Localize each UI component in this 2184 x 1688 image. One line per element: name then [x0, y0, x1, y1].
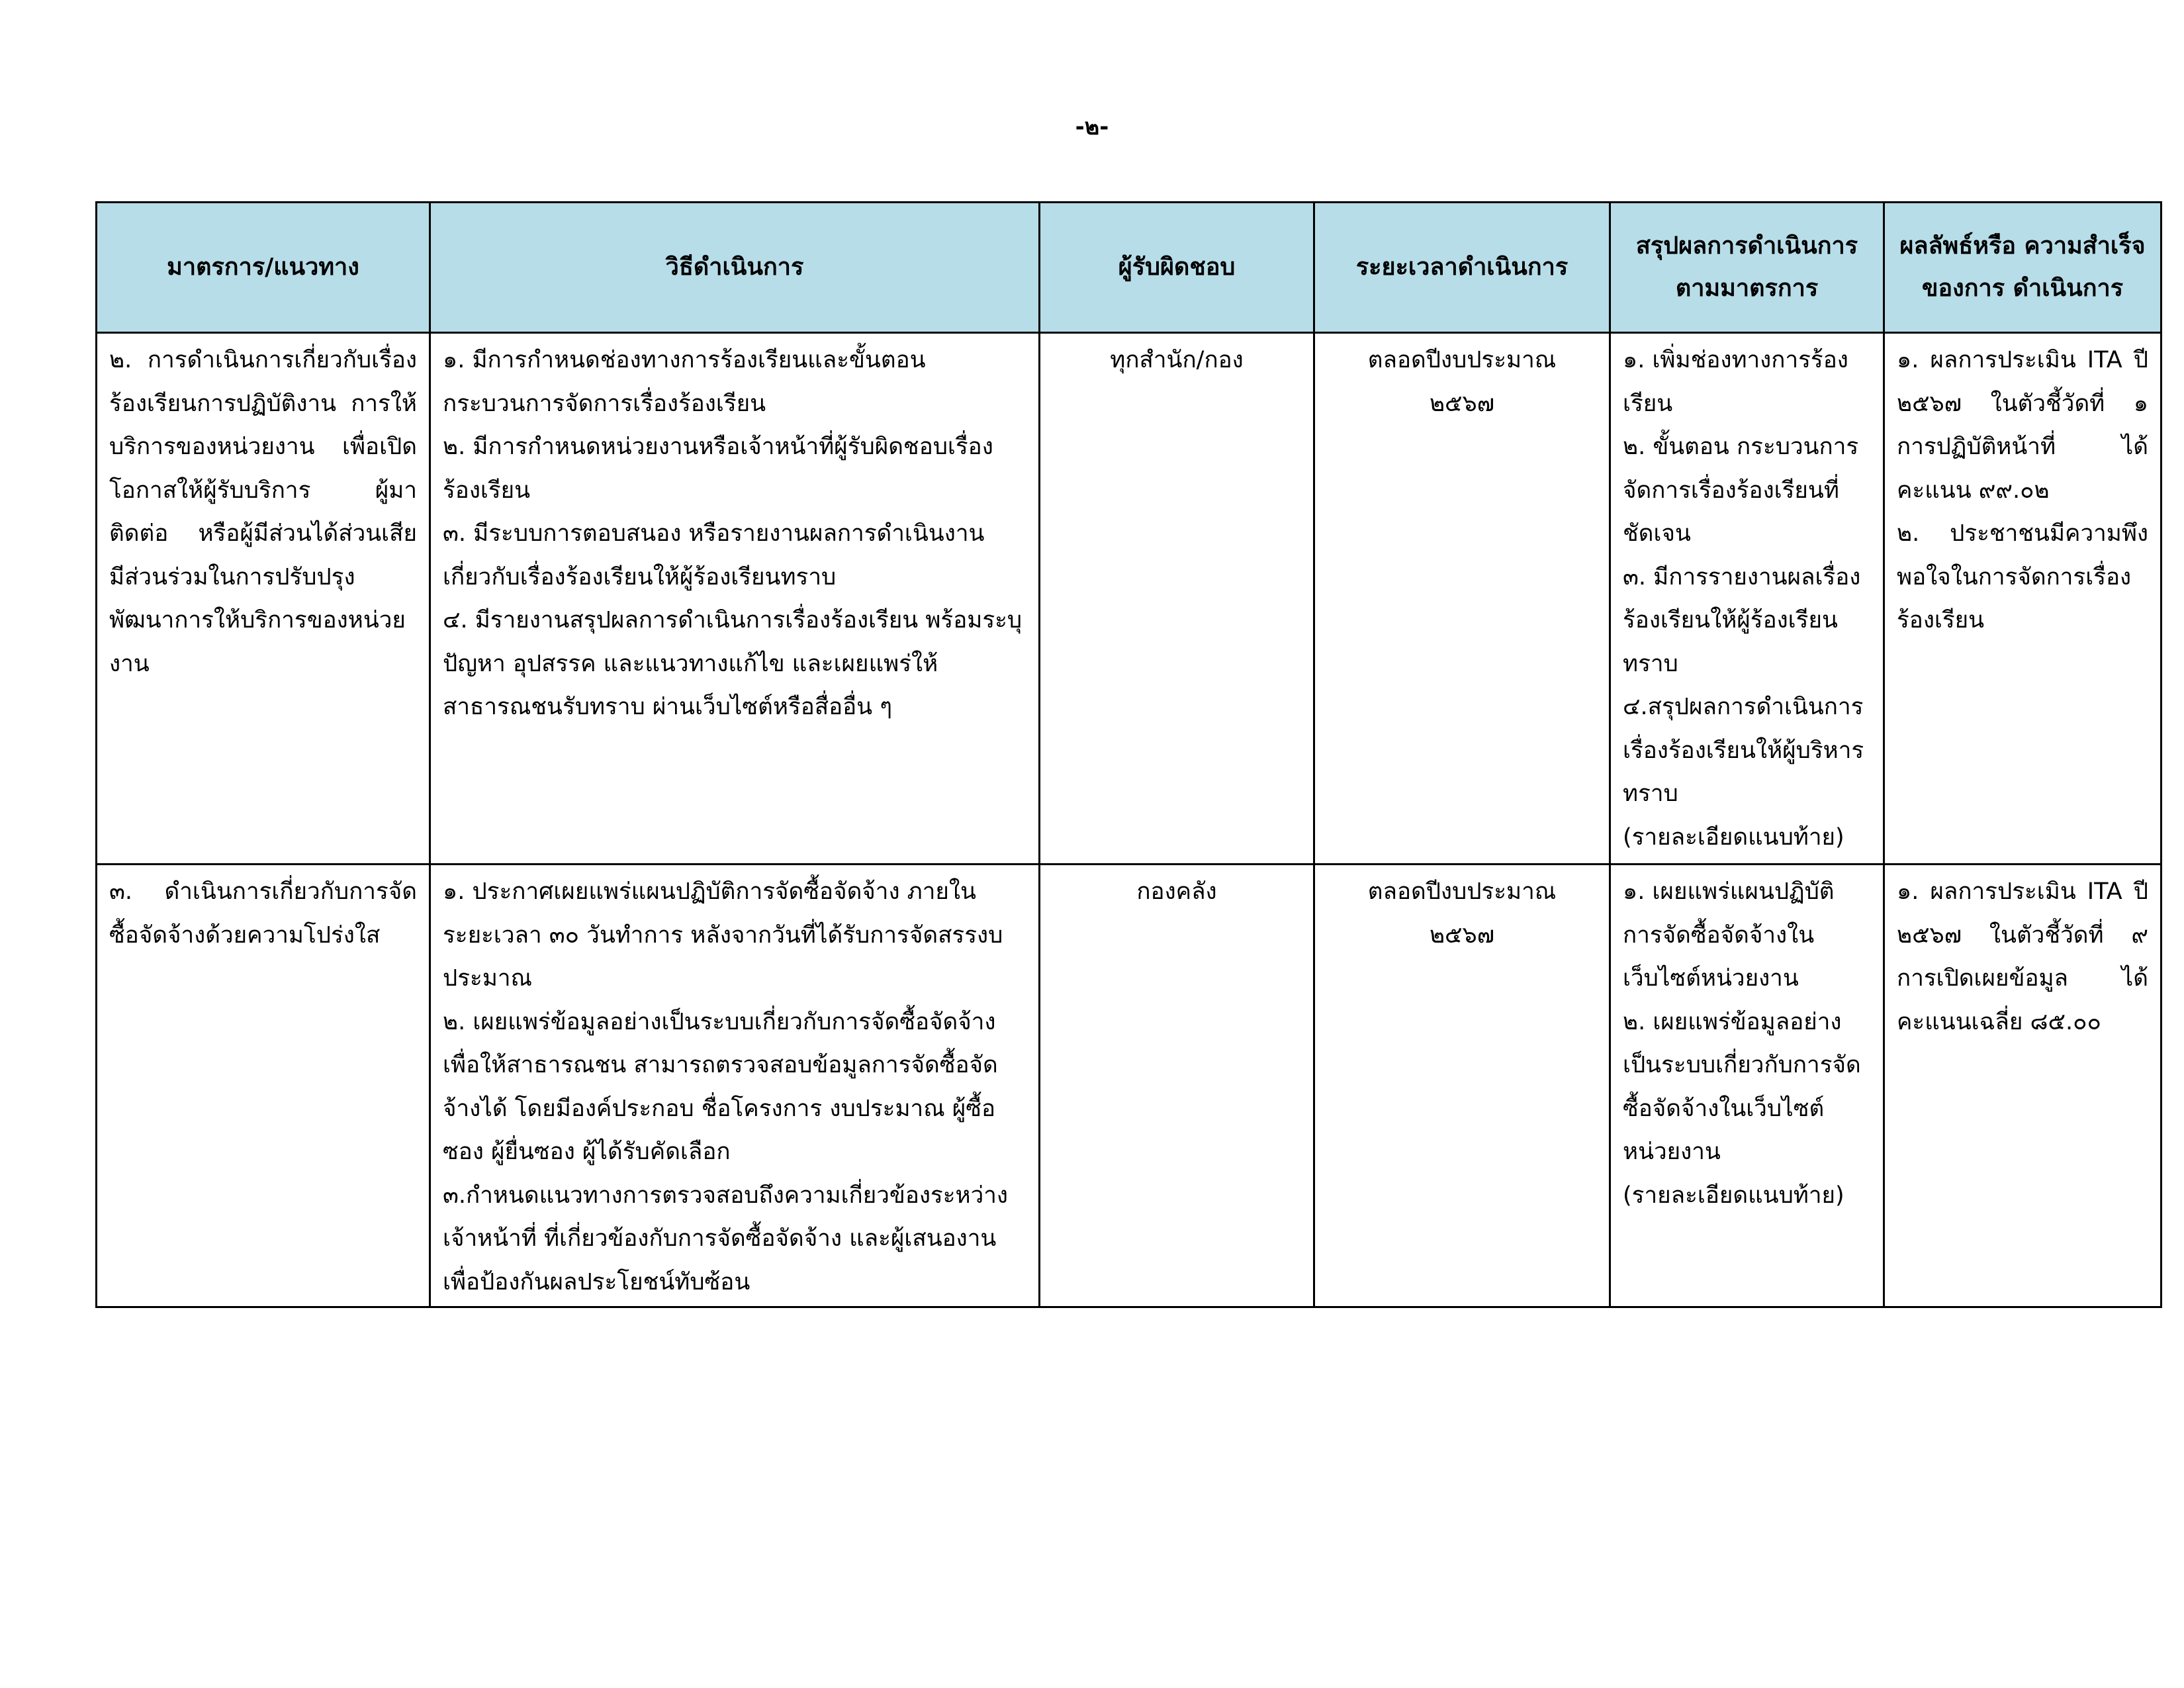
summary-item: ๔.สรุปผลการดำเนินการเรื่องร้องเรียนให้ผู้บริหารทราบ — [1623, 694, 1864, 807]
summary-cell — [1610, 865, 1884, 1307]
header-period: ระยะเวลาดำเนินการ — [1314, 203, 1610, 333]
header-measure: มาตรการ/แนวทาง — [97, 203, 430, 333]
header-responsible: ผู้รับผิดชอบ — [1040, 203, 1314, 333]
header-results: ผลลัพธ์หรือ ความสำเร็จของการ ดำเนินการ — [1884, 203, 2161, 333]
method-item: ๒. มีการกำหนดหน่วยงานหรือเจ้าหน้าที่ผู้รับผิดชอบเรื่องร้องเรียน — [443, 434, 993, 504]
table-row — [97, 865, 2161, 1307]
page-number: -๒- — [1075, 114, 1109, 140]
results-cell — [1884, 333, 2161, 865]
summary-item: ๓. มีการรายงานผลเรื่องร้องเรียนให้ผู้ร้องเรียนทราบ — [1623, 563, 1861, 677]
results-cell — [1884, 865, 2161, 1307]
summary-item: (รายละเอียดแนบท้าย) — [1623, 1182, 1844, 1209]
summary-item: ๒. เผยแพร่ข้อมูลอย่างเป็นระบบเกี่ยวกับการจัดซื้อจัดจ้างในเว็บไซต์หน่วยงาน — [1623, 1008, 1861, 1165]
action-plan-table — [95, 201, 2162, 1308]
header-summary: สรุปผลการดำเนินการ ตามมาตรการ — [1610, 203, 1884, 333]
method-cell — [430, 865, 1040, 1307]
method-item: ๓. มีระบบการตอบสนอง หรือรายงานผลการดำเนินงานเกี่ยวกับเรื่องร้องเรียนให้ผู้ร้องเรียนทราบ — [443, 520, 985, 590]
summary-item: (รายละเอียดแนบท้าย) — [1623, 823, 1844, 851]
measure-cell: ๒. การดำเนินการเกี่ยวกับเรื่องร้องเรียนการปฏิบัติงาน การให้บริการของหน่วยงาน เพื่อเปิดโอกาสให้ผู้รับบริการ ผู้มาติดต่อ หรือผู้มีส่วนได้ส่วนเสีย มีส่วนร่วมในการปรับปรุงพัฒนาการให้บริการของหน่วยงาน — [97, 333, 430, 865]
responsible-cell: ทุกสำนัก/กอง — [1040, 333, 1314, 865]
method-item: ๔. มีรายงานสรุปผลการดำเนินการเรื่องร้องเรียน พร้อมระบุปัญหา อุปสรรค และแนวทางแก้ไข และเผยแพร่ให้สาธารณชนรับทราบ ผ่านเว็บไซต์หรือสื่ออื่น ๆ — [443, 607, 1023, 720]
period-label: ตลอดปีงบประมาณ — [1367, 878, 1557, 905]
method-item: ๓.กำหนดแนวทางการตรวจสอบถึงความเกี่ยวข้องระหว่างเจ้าหน้าที่ ที่เกี่ยวข้องกับการจัดซื้อจัดจ้าง และผู้เสนองานเพื่อป้องกันผลประโยชน์ทับซ้อน — [443, 1182, 1008, 1295]
period-cell — [1314, 333, 1610, 865]
header-method: วิธีดำเนินการ — [430, 203, 1040, 333]
period-year: ๒๕๖๗ — [1429, 390, 1495, 417]
method-cell — [430, 333, 1040, 865]
measure-cell: ๓. ดำเนินการเกี่ยวกับการจัดซื้อจัดจ้างด้วยความโปร่งใส — [97, 865, 430, 1307]
responsible-cell: กองคลัง — [1040, 865, 1314, 1307]
table-header-row — [97, 203, 2161, 333]
period-cell — [1314, 865, 1610, 1307]
period-year: ๒๕๖๗ — [1429, 921, 1495, 949]
period-label: ตลอดปีงบประมาณ — [1367, 347, 1557, 373]
summary-item: ๑. เผยแพร่แผนปฏิบัติการจัดซื้อจัดจ้างในเว็บไซต์หน่วยงาน — [1623, 878, 1835, 992]
method-item: ๒. เผยแพร่ข้อมูลอย่างเป็นระบบเกี่ยวกับการจัดซื้อจัดจ้าง เพื่อให้สาธารณชน สามารถตรวจสอบข้อมูลการจัดซื้อจัดจ้างได้ โดยมีองค์ประกอบ ชื่อโครงการ งบประมาณ ผู้ซื้อซอง ผู้ยื่นซอง ผู้ได้รับคัดเลือก — [443, 1008, 998, 1165]
method-item: ๑. ประกาศเผยแพร่แผนปฏิบัติการจัดซื้อจัดจ้าง ภายในระยะเวลา ๓๐ วันทำการ หลังจากวันที่ได้รับการจัดสรรงบประมาณ — [443, 878, 1003, 992]
summary-cell — [1610, 333, 1884, 865]
result-item: ๑. ผลการประเมิน ITA ปี ๒๕๖๗ ในตัวชี้วัดที่ ๑ การปฏิบัติหน้าที่ ได้คะแนน ๙๙.๐๒ — [1897, 347, 2148, 504]
summary-item: ๑. เพิ่มช่องทางการร้องเรียน — [1623, 347, 1848, 417]
result-item: ๒. ประชาชนมีความพึงพอใจในการจัดการเรื่องร้องเรียน — [1897, 520, 2148, 633]
method-item: ๑. มีการกำหนดช่องทางการร้องเรียนและขั้นตอนกระบวนการจัดการเรื่องร้องเรียน — [443, 347, 926, 417]
result-item: ๑. ผลการประเมิน ITA ปี ๒๕๖๗ ในตัวชี้วัดที่ ๙ การเปิดเผยข้อมูล ได้คะแนนเฉลี่ย ๘๕.๐๐ — [1897, 878, 2148, 1035]
summary-item: ๒. ขั้นตอน กระบวนการจัดการเรื่องร้องเรียนที่ชัดเจน — [1623, 434, 1859, 547]
table-row — [97, 333, 2161, 865]
